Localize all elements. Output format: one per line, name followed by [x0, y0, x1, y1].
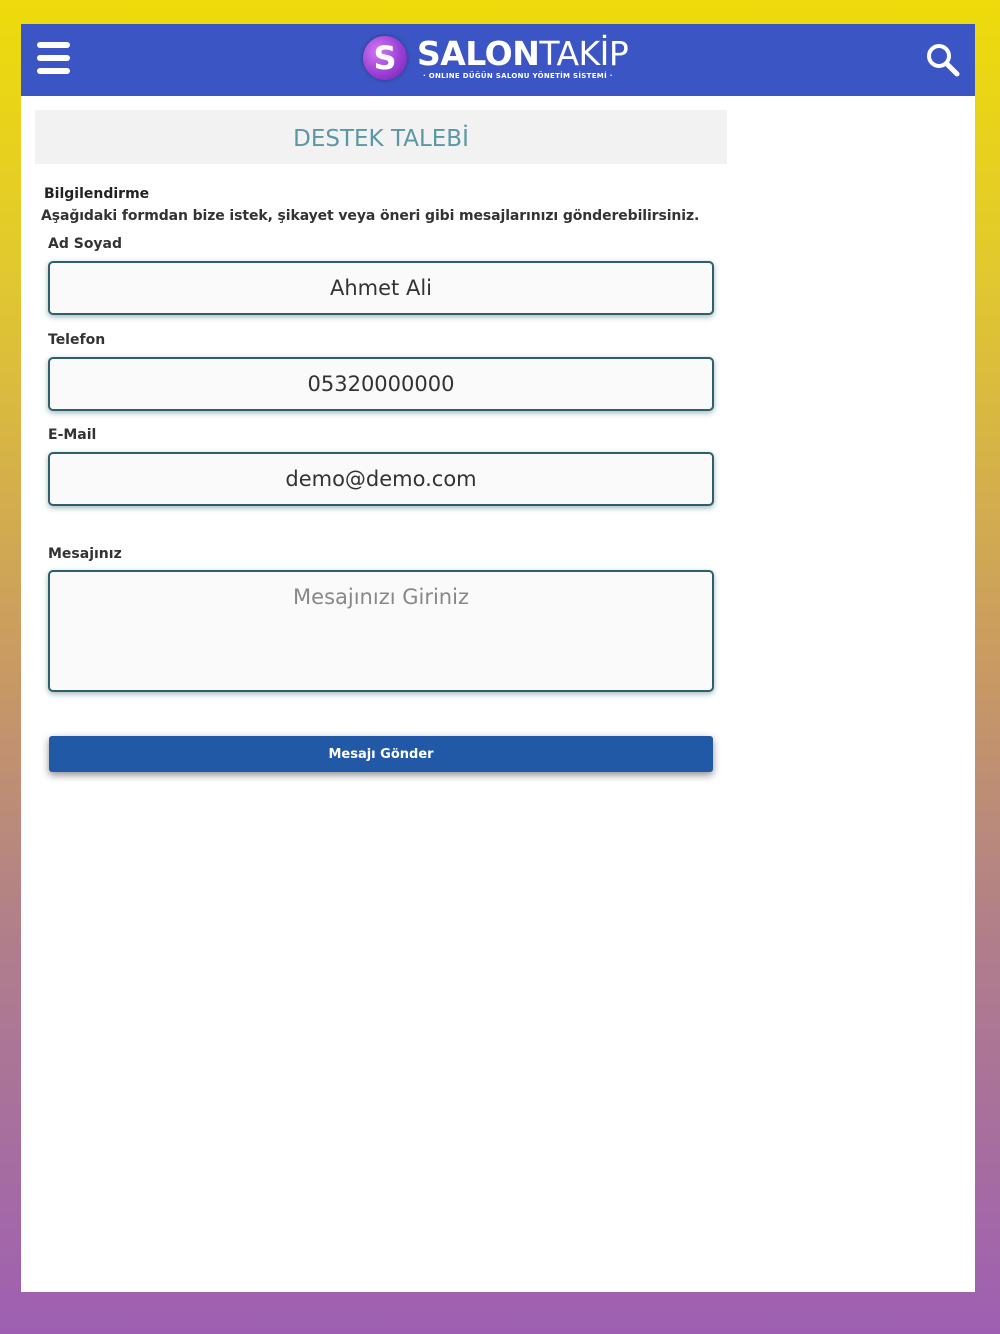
email-label: E-Mail	[48, 427, 97, 443]
brand-logo[interactable]	[359, 30, 649, 90]
info-text: Aşağıdaki formdan bize istek, şikayet veya öneri gibi mesajlarınızı gönderebilirsiniz.	[41, 208, 700, 224]
message-textarea[interactable]	[48, 570, 714, 692]
page-title: DESTEK TALEBİ	[293, 126, 469, 152]
info-title: Bilgilendirme	[44, 186, 150, 202]
send-message-button[interactable]: Mesajı Gönder	[49, 736, 713, 772]
name-input[interactable]	[48, 261, 714, 315]
brand-name	[417, 36, 628, 72]
logo-badge-letter: S	[373, 39, 397, 77]
page-title-box	[35, 110, 727, 164]
brand-name-light: TAKİP	[539, 34, 629, 73]
hamburger-menu-icon[interactable]	[37, 42, 71, 76]
logo-badge	[363, 36, 407, 80]
phone-label: Telefon	[48, 332, 106, 348]
brand-name-bold: SALON	[417, 34, 540, 73]
name-label: Ad Soyad	[48, 236, 123, 252]
top-navbar	[21, 24, 975, 96]
app-frame	[21, 24, 975, 1292]
brand-tagline: · ONLINE DÜĞÜN SALONU YÖNETİM SİSTEMİ ·	[423, 72, 613, 80]
phone-input[interactable]	[48, 357, 714, 411]
email-input[interactable]	[48, 452, 714, 506]
search-icon[interactable]	[925, 42, 961, 78]
message-label: Mesajınız	[48, 546, 122, 562]
